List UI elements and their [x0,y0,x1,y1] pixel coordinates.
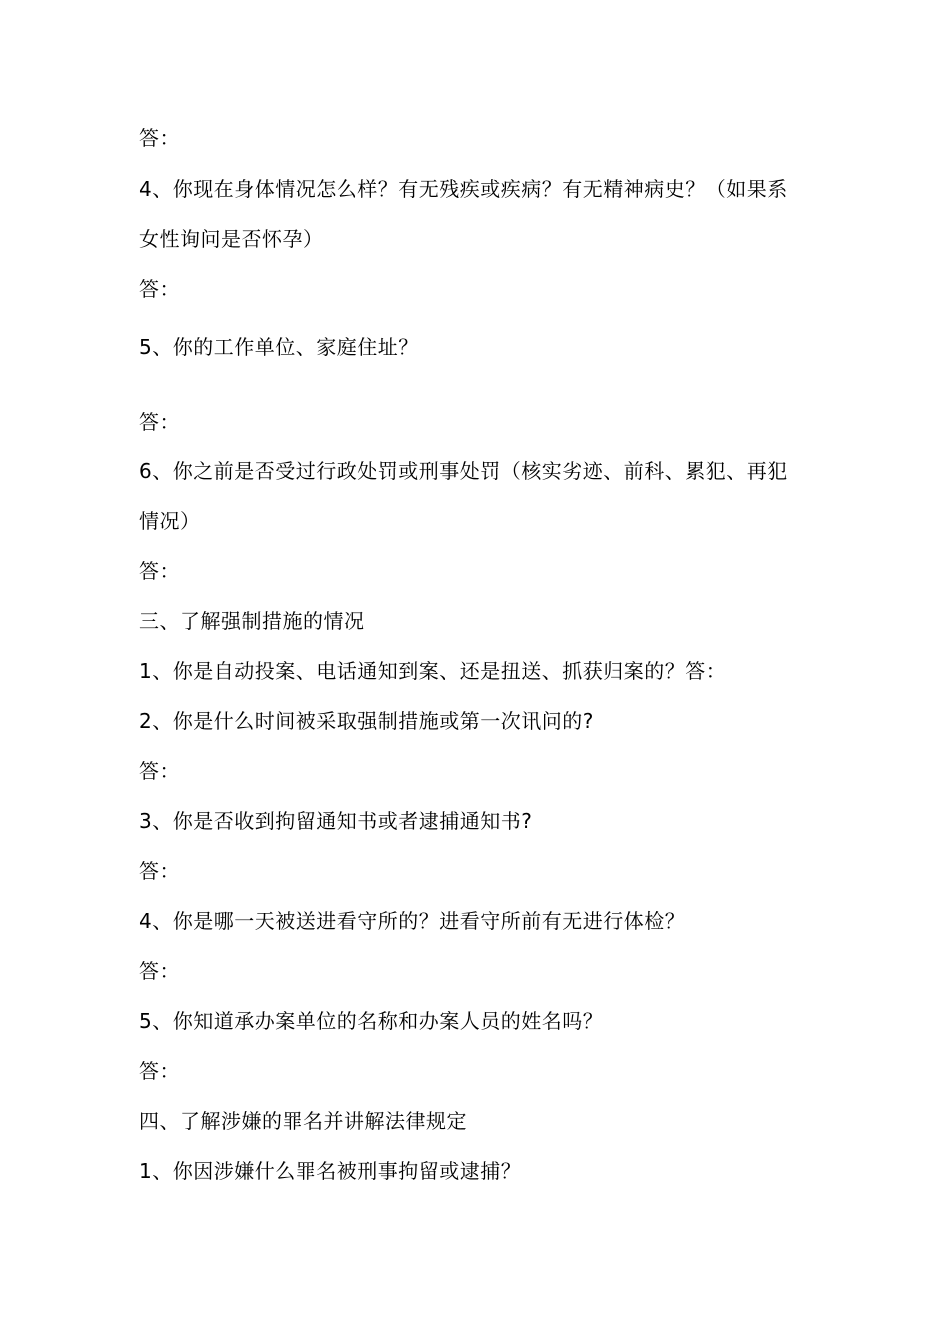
section-3-question-4: 4、你是哪一天被送进看守所的？进看守所前有无进行体检？ [139,909,686,933]
answer-label: 答： [139,759,180,783]
answer-label: 答： [139,559,180,583]
section-3-question-2: 2、你是什么时间被采取强制措施或第一次讯问的? [139,709,594,733]
question-6-prior-penalty-continued: 情况） [139,509,201,533]
section-4-question-1: 1、你因涉嫌什么罪名被刑事拘留或逮捕？ [139,1159,522,1183]
answer-label: 答： [139,277,180,301]
question-4-health-continued: 女性询问是否怀孕） [139,227,324,251]
answer-label: 答： [139,859,180,883]
answer-label: 答： [139,126,180,150]
question-4-health: 4、你现在身体情况怎么样？有无残疾或疾病？有无精神病史？（如果系 [139,177,788,201]
question-6-prior-penalty: 6、你之前是否受过行政处罚或刑事处罚（核实劣迹、前科、累犯、再犯 [139,459,788,483]
answer-label: 答： [139,410,180,434]
answer-label: 答： [139,1059,180,1083]
section-3-heading: 三、了解强制措施的情况 [139,609,365,633]
section-3-question-1: 1、你是自动投案、电话通知到案、还是扭送、抓获归案的？答： [139,659,727,683]
section-3-question-3: 3、你是否收到拘留通知书或者逮捕通知书? [139,809,533,833]
section-4-heading: 四、了解涉嫌的罪名并讲解法律规定 [139,1109,467,1133]
answer-label: 答： [139,959,180,983]
question-5-work-address: 5、你的工作单位、家庭住址？ [139,335,419,359]
section-3-question-5: 5、你知道承办案单位的名称和办案人员的姓名吗？ [139,1009,604,1033]
